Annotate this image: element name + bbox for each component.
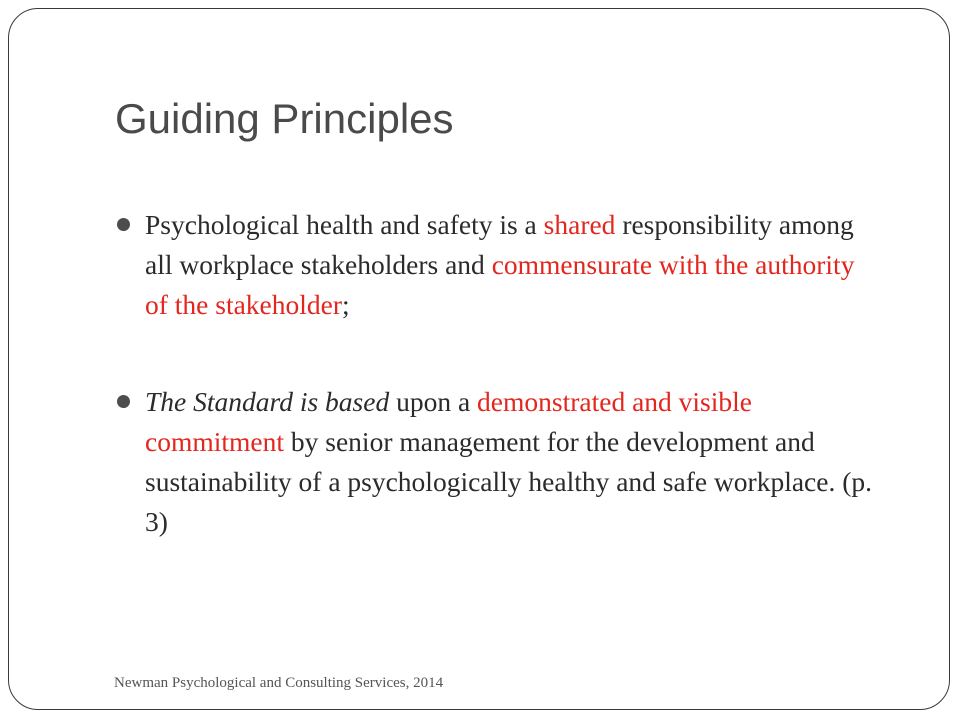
bullet-item xyxy=(117,382,877,542)
bullet-text-segment: by senior management for the development and sustainability of a psychologically healthy and safe workplace. (p. 3) xyxy=(145,426,873,537)
bullet-item xyxy=(117,205,877,325)
bullet-text-segment: upon a xyxy=(389,386,478,417)
bullet-dot-icon xyxy=(117,395,130,408)
highlight-text: shared xyxy=(543,209,616,240)
bullet-dot-icon xyxy=(117,218,130,231)
slide-footer: Newman Psychological and Consulting Services, 2014 xyxy=(114,675,444,691)
bullet-text-segment: responsibility among all workplace stakeholders and xyxy=(145,209,854,280)
italic-text: The Standard is based xyxy=(145,386,390,417)
bullet-text-segment: ; xyxy=(342,289,350,320)
highlight-text: demonstrated and visible commitment xyxy=(145,386,752,457)
slide-title: Guiding Principles xyxy=(115,95,454,142)
bullet-list xyxy=(117,205,877,542)
slide-frame xyxy=(8,8,950,710)
highlight-text: commensurate with the authority of the stakeholder xyxy=(145,249,855,320)
bullet-text-segment: Psychological health and safety is a xyxy=(145,209,544,240)
